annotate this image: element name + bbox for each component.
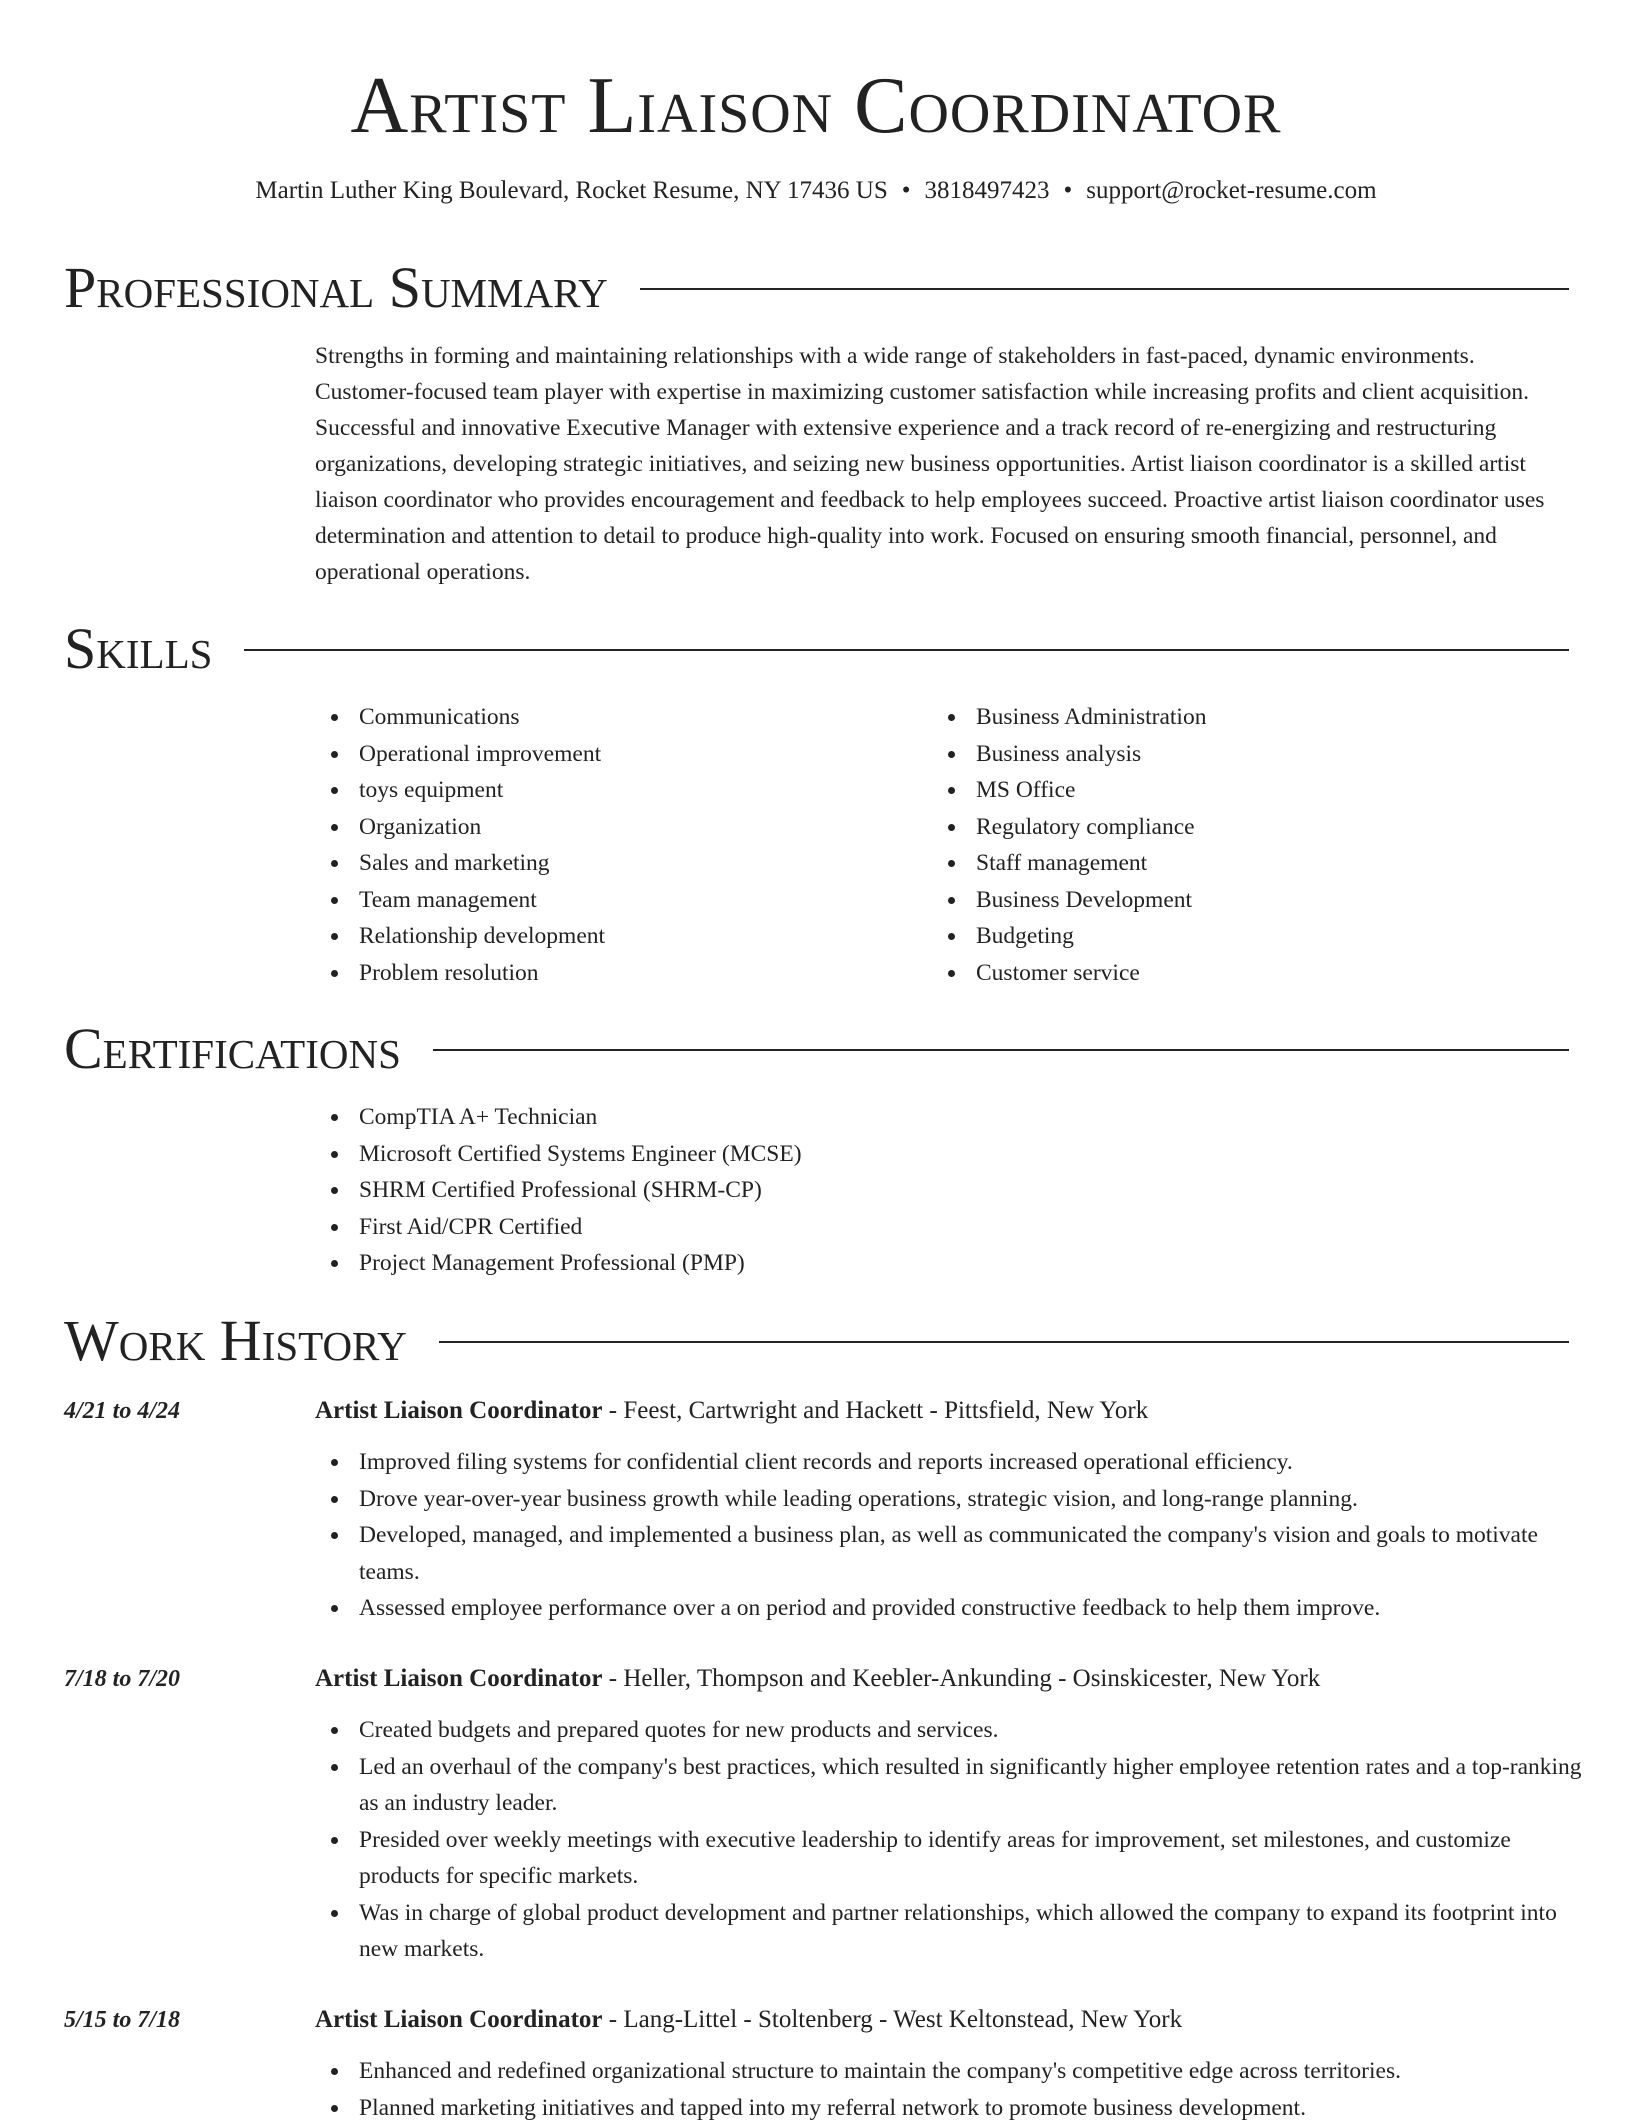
job-dates: 5/15 to 7/18: [64, 2003, 180, 2037]
certification-item: SHRM Certified Professional (SHRM-CP): [315, 1172, 1515, 1209]
skill-item: Business analysis: [932, 736, 1532, 773]
skill-item: Regulatory compliance: [932, 809, 1532, 846]
skills-list-left: [315, 699, 915, 991]
skill-item: Customer service: [932, 955, 1532, 992]
phone: 3818497423: [925, 177, 1050, 204]
section-certifications: [64, 1014, 1569, 1084]
separator: •: [888, 174, 925, 208]
section-heading: Professional Summary: [64, 253, 608, 323]
page-title: Artist Liaison Coordinator: [0, 58, 1632, 154]
job-heading: [315, 2003, 1182, 2037]
summary-text: Strengths in forming and maintaining relationships with a wide range of stakeholders in fast-paced, dynamic environments. Customer-focused team player with expertise in maximizing customer satisfaction while increasing profits and client acquisition. Successful and innovative Executive Manager with extensive experience and a track record of re-energizing and restructuring organizations, developing strategic initiatives, and seizing new business opportunities. Artist liaison coordinator is a skilled artist liaison coordinator who provides encouragement and feedback to help employees succeed. Proactive artist liaison coordinator uses determination and attention to detail to produce high-quality into work. Focused on ensuring smooth financial, personnel, and operational operations.: [315, 338, 1571, 590]
job-details: - Feest, Cartwright and Hackett - Pittsfield, New York: [603, 1397, 1149, 1424]
skill-item: Business Development: [932, 882, 1532, 919]
job-bullets: [315, 1712, 1595, 1968]
job-heading: [315, 1394, 1148, 1428]
job-bullet: Presided over weekly meetings with executive leadership to identify areas for improvement, set milestones, and customize products for specific markets.: [315, 1822, 1595, 1895]
email: support@rocket-resume.com: [1086, 177, 1376, 204]
job-bullet: Developed, managed, and implemented a business plan, as well as communicated the company's vision and goals to motivate teams.: [315, 1517, 1595, 1590]
skill-item: Problem resolution: [315, 955, 915, 992]
job-bullet: Enhanced and redefined organizational structure to maintain the company's competitive edge across territories.: [315, 2053, 1595, 2090]
skill-item: toys equipment: [315, 772, 915, 809]
section-divider: [244, 649, 1569, 651]
skill-item: Communications: [315, 699, 915, 736]
job-heading: [315, 1662, 1320, 1696]
skills-list-right: [932, 699, 1532, 991]
job-details: - Lang-Littel - Stoltenberg - West Keltonstead, New York: [603, 2006, 1183, 2033]
contact-line: [0, 174, 1632, 208]
certifications-list: [315, 1099, 1515, 1282]
job-bullet: Was in charge of global product development and partner relationships, which allowed the company to expand its footprint into new markets.: [315, 1895, 1595, 1968]
skill-item: Operational improvement: [315, 736, 915, 773]
skill-item: Team management: [315, 882, 915, 919]
job-bullet: Planned marketing initiatives and tapped into my referral network to promote business development.: [315, 2090, 1595, 2126]
job-bullet: Drove year-over-year business growth while leading operations, strategic vision, and long-range planning.: [315, 1481, 1595, 1518]
skill-item: Sales and marketing: [315, 845, 915, 882]
job-role: Artist Liaison Coordinator: [315, 1665, 603, 1692]
job-details: - Heller, Thompson and Keebler-Ankunding - Osinskicester, New York: [603, 1665, 1321, 1692]
section-divider: [640, 288, 1569, 290]
skill-item: Organization: [315, 809, 915, 846]
job-bullet: Improved filing systems for confidential client records and reports increased operational efficiency.: [315, 1444, 1595, 1481]
skill-item: Staff management: [932, 845, 1532, 882]
section-heading: Skills: [64, 614, 212, 684]
skill-item: MS Office: [932, 772, 1532, 809]
job-bullets: [315, 2053, 1595, 2126]
section-divider: [433, 1049, 1569, 1051]
job-bullet: Led an overhaul of the company's best practices, which resulted in significantly higher employee retention rates and a top-ranking as an industry leader.: [315, 1749, 1595, 1822]
skill-item: Relationship development: [315, 918, 915, 955]
job-dates: 4/21 to 4/24: [64, 1394, 180, 1428]
skill-item: Business Administration: [932, 699, 1532, 736]
address: Martin Luther King Boulevard, Rocket Resume, NY 17436 US: [255, 177, 887, 204]
skill-item: Budgeting: [932, 918, 1532, 955]
section-work-history: [64, 1306, 1569, 1376]
section-heading: Certifications: [64, 1014, 401, 1084]
section-divider: [439, 1341, 1569, 1343]
certification-item: First Aid/CPR Certified: [315, 1209, 1515, 1246]
section-skills: [64, 614, 1569, 684]
section-professional-summary: [64, 253, 1569, 323]
certification-item: CompTIA A+ Technician: [315, 1099, 1515, 1136]
separator: •: [1050, 174, 1087, 208]
job-bullet: Assessed employee performance over a on period and provided constructive feedback to help them improve.: [315, 1590, 1595, 1627]
certification-item: Microsoft Certified Systems Engineer (MCSE): [315, 1136, 1515, 1173]
job-role: Artist Liaison Coordinator: [315, 2006, 603, 2033]
section-heading: Work History: [64, 1306, 407, 1376]
job-bullets: [315, 1444, 1595, 1627]
job-role: Artist Liaison Coordinator: [315, 1397, 603, 1424]
job-bullet: Created budgets and prepared quotes for new products and services.: [315, 1712, 1595, 1749]
certification-item: Project Management Professional (PMP): [315, 1245, 1515, 1282]
job-dates: 7/18 to 7/20: [64, 1662, 180, 1696]
